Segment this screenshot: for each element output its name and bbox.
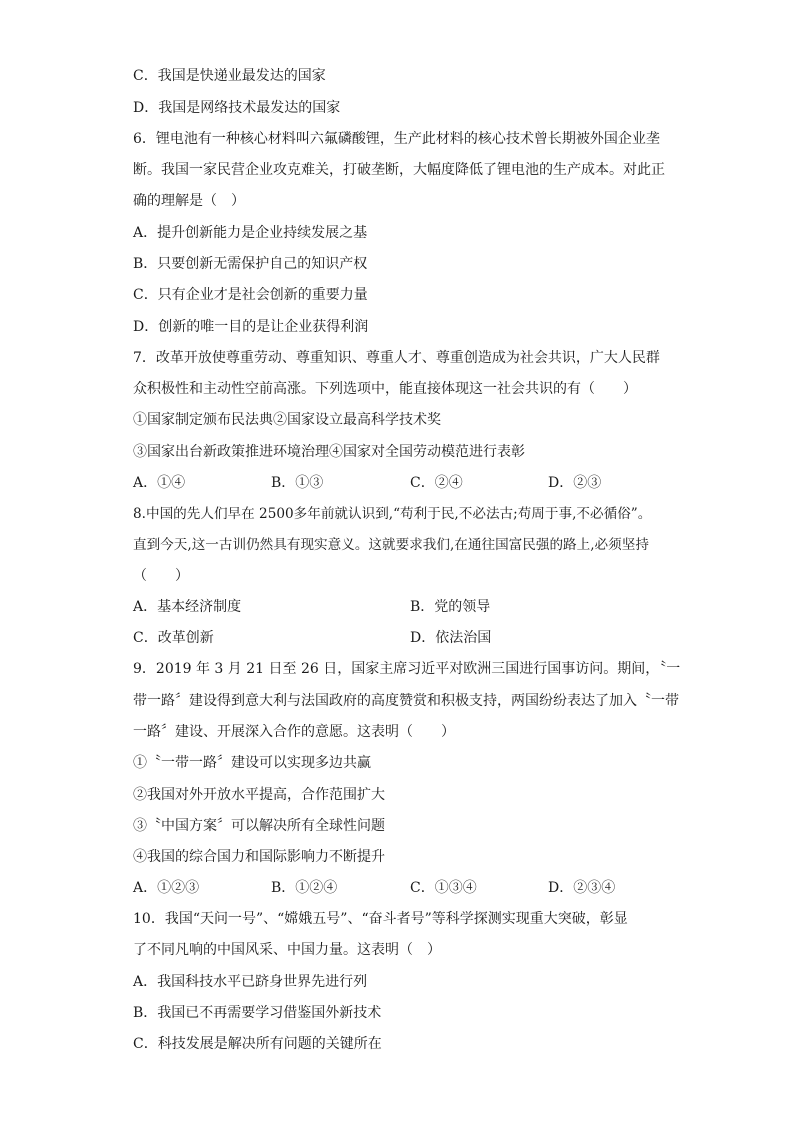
q9-stem-line: 9．2019 年 3 月 21 日至 26 日，国家主席习近平对欧洲三国进行国事访问。期间，〝一 <box>133 661 681 677</box>
q7-item-line: ①国家制定颁布民法典②国家设立最高科学技术奖 <box>133 412 441 428</box>
q9-item-line: ③〝中国方案〞可以解决所有全球性问题 <box>133 818 385 834</box>
q10-option-a: A．我国科技水平已跻身世界先进行列 <box>133 974 368 990</box>
q7-option-d: D．②③ <box>548 475 602 491</box>
q7-item-line: ③国家出台新政策推进环境治理④国家对全国劳动模范进行表彰 <box>133 444 525 460</box>
q7-stem-line: 众积极性和主动性空前高涨。下列选项中，能直接体现这一社会共识的有（ ） <box>133 381 637 397</box>
q5-option-c: C．我国是快递业最发达的国家 <box>133 68 326 84</box>
q10-option-c: C．科技发展是解决所有问题的关键所在 <box>133 1036 382 1052</box>
q8-option-c: C．改革创新 <box>133 630 214 646</box>
q9-option-a: A．①②③ <box>133 880 200 896</box>
q6-option-b: B．只要创新无需保护自己的知识产权 <box>133 256 368 272</box>
q10-stem-line: 了不同凡响的中国风采、中国力量。这表明（ ） <box>133 942 441 958</box>
q6-stem-line: 断。我国一家民营企业攻克难关，打破垄断，大幅度降低了锂电池的生产成本。对此正 <box>133 162 665 178</box>
q7-option-a: A．①④ <box>133 475 186 491</box>
q5-option-d: D．我国是网络技术最发达的国家 <box>133 100 341 116</box>
q9-item-line: ④我国的综合国力和国际影响力不断提升 <box>133 849 385 865</box>
q9-options-row <box>133 879 693 897</box>
q8-option-a: A．基本经济制度 <box>133 599 242 615</box>
q8-options-row <box>133 629 693 647</box>
q6-stem-line: 确的理解是（ ） <box>133 193 245 209</box>
q9-option-b: B．①②④ <box>271 880 338 896</box>
q9-option-c: C．①③④ <box>410 880 477 896</box>
q9-stem-line: 带一路〞建设得到意大利与法国政府的高度赞赏和积极支持，两国纷纷表达了加入〝一带 <box>133 693 679 709</box>
q8-stem-line: 8.中国的先人们早在 2500多年前就认识到,“苟利于民,不必法古;苟周于事,不必循俗”。 <box>133 506 652 522</box>
q7-stem-line: 7．改革开放使尊重劳动、尊重知识、尊重人才、尊重创造成为社会共识，广大人民群 <box>133 350 660 366</box>
q9-item-line: ①〝一带一路〞建设可以实现多边共赢 <box>133 755 371 771</box>
q6-option-a: A．提升创新能力是企业持续发展之基 <box>133 225 368 241</box>
q8-option-d: D．依法治国 <box>410 630 492 646</box>
q6-option-c: C．只有企业才是社会创新的重要力量 <box>133 287 368 303</box>
q9-option-d: D．②③④ <box>548 880 616 896</box>
q9-stem-line: 一路〞建设、开展深入合作的意愿。这表明（ ） <box>133 724 455 740</box>
q9-item-line: ②我国对外开放水平提高，合作范围扩大 <box>133 787 385 803</box>
q8-stem-line: 直到今天,这一古训仍然具有现实意义。这就要求我们,在通往国富民强的路上,必须坚持 <box>133 537 649 553</box>
q8-stem-line: （ ） <box>133 568 189 584</box>
q7-option-c: C．②④ <box>410 475 463 491</box>
q8-options-row <box>133 598 693 616</box>
q7-options-row <box>133 474 693 492</box>
q7-option-b: B．①③ <box>271 475 324 491</box>
q10-stem-line: 10．我国“天问一号”、“嫦娥五号”、“奋斗者号”等科学探测实现重大突破，彰显 <box>133 911 628 927</box>
q10-option-b: B．我国已不再需要学习借鉴国外新技术 <box>133 1005 382 1021</box>
q6-stem-line: 6．锂电池有一种核心材料叫六氟磷酸锂，生产此材料的核心技术曾长期被外国企业垄 <box>133 131 660 147</box>
q6-option-d: D．创新的唯一目的是让企业获得利润 <box>133 319 369 335</box>
q8-option-b: B．党的领导 <box>410 599 491 615</box>
